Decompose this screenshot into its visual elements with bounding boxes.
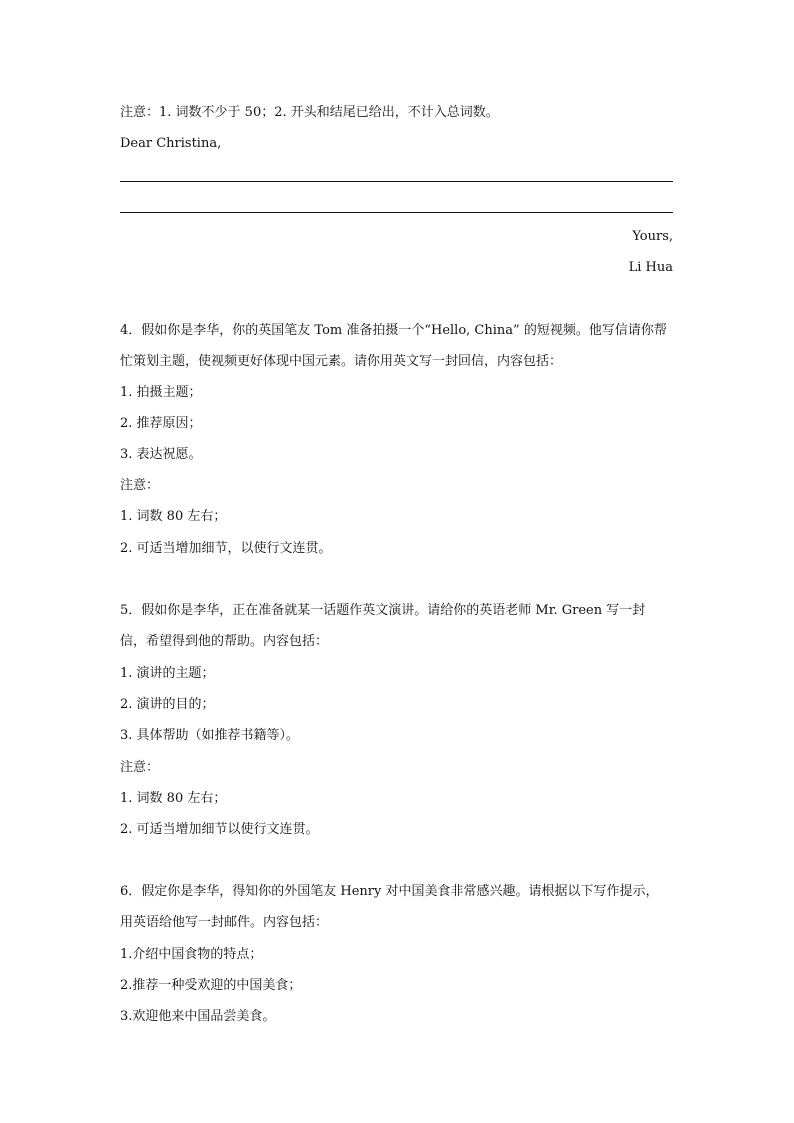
word-count-note: 注意：1. 词数不少于 50；2. 开头和结尾已给出，不计入总词数。: [120, 105, 499, 120]
question-6-prompt-line-1: 6．假定你是李华，得知你的外国笔友 Henry 对中国美食非常感兴趣。请根据以下写作提示，: [120, 884, 659, 899]
letter-salutation: Dear Christina,: [120, 136, 222, 151]
writing-line-1: [120, 181, 673, 182]
question-6-item: 2.推荐一种受欢迎的中国美食；: [120, 978, 302, 993]
question-4-note: 2. 可适当增加细节，以使行文连贯。: [120, 541, 332, 556]
question-4-prompt-line-2: 忙策划主题，使视频更好体现中国元素。请你用英文写一封回信，内容包括：: [120, 354, 563, 369]
question-5-item: 1. 演讲的主题；: [120, 666, 215, 681]
question-5-prompt-line-1: 5．假如你是李华，正在准备就某一话题作英文演讲。请给你的英语老师 Mr. Green 写一封: [120, 603, 646, 618]
question-6-prompt-line-2: 用英语给他写一封邮件。内容包括：: [120, 915, 329, 930]
question-4-note: 1. 词数 80 左右；: [120, 509, 227, 524]
question-5-note-label: 注意：: [120, 760, 160, 775]
question-5-item: 2. 演讲的目的；: [120, 697, 215, 712]
question-4-item: 2. 推荐原因；: [120, 416, 202, 431]
question-4-prompt-line-1: 4．假如你是李华，你的英国笔友 Tom 准备拍摄一个“Hello, China” 的短视频。他写信请你帮: [120, 323, 667, 338]
question-5-note: 2. 可适当增加细节以使行文连贯。: [120, 822, 319, 837]
question-6-item: 3.欢迎他来中国品尝美食。: [120, 1009, 276, 1024]
question-5-note: 1. 词数 80 左右；: [120, 791, 227, 806]
letter-closing: Yours,: [632, 229, 673, 244]
question-4-item: 1. 拍摄主题；: [120, 385, 202, 400]
writing-line-2: [120, 212, 673, 213]
question-4-note-label: 注意：: [120, 478, 160, 493]
letter-signature: Li Hua: [628, 260, 673, 275]
question-5-item: 3. 具体帮助（如推荐书籍等）。: [120, 728, 300, 743]
question-5-prompt-line-2: 信，希望得到他的帮助。内容包括：: [120, 634, 329, 649]
question-6-item: 1.介绍中国食物的特点；: [120, 947, 263, 962]
question-4-item: 3. 表达祝愿。: [120, 447, 202, 462]
